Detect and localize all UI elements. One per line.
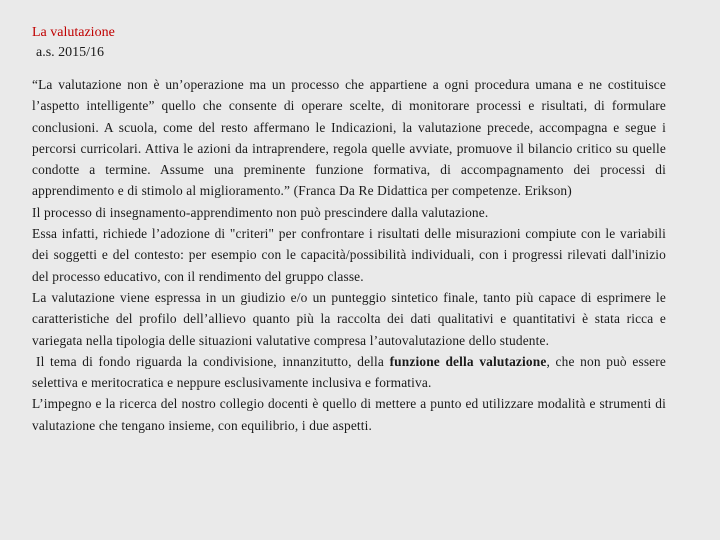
body-text: [32, 74, 666, 436]
paragraph-criteria: Essa infatti, richiede l’adozione di "criteri" per confrontare i risultati delle misurazioni compiute con le variabili dei soggetti e del contesto: per esempio con le capacità/possibilità individuali, con i progressi rilevati dall'inizio del processo educativo, con il rendimento del gruppo classe.: [32, 226, 666, 284]
paragraph-theme: [32, 351, 666, 394]
theme-text-after: , che non può essere selettiva e meritocratica e neppure esclusivamente inclusiva e formativa.: [32, 353, 666, 391]
paragraph-commitment: L’impegno e la ricerca del nostro collegio docenti è quello di mettere a punto ed utilizzare modalità e strumenti di valutazione che tengano insieme, con equilibrio, i due aspetti.: [32, 396, 666, 433]
quote-paragraph: “La valutazione non è un’operazione ma un processo che appartiene a ogni procedura umana e ne costituisce l’aspetto intelligente” quello che consente di operare scelte, di monitorare processi e risultati, di formulare conclusioni. A scuola, come del resto affermano le Indicazioni, la valutazione precede, accompagna e segue i percorsi curricolari. Attiva le azioni da intraprendere, regola quelle avviate, promuove il bilancio critico su quelle condotte a termine. Assume una preminente funzione formativa, di accompagnamento dei processi di apprendimento e di stimolo al miglioramento.” (Franca Da Re Didattica per competenze. Erikson): [32, 77, 666, 199]
paragraph-judgement: La valutazione viene espressa in un giudizio e/o un punteggio sintetico finale, tanto più capace di esprimere le caratteristiche del profilo dell’allievo quanto più la raccolta dei dati qualitativi e quantitativi è stata ricca e variegata nella tipologia delle situazioni valutative compresa l’autovalutazione dello studente.: [32, 289, 666, 348]
paragraph-process: Il processo di insegnamento-apprendimento non può prescindere dalla valutazione.: [32, 204, 489, 220]
theme-text-before: Il tema di fondo riguarda la condivisione, innanzitutto, della: [36, 353, 390, 369]
page-title: La valutazione: [32, 25, 115, 40]
school-year: a.s. 2015/16: [36, 45, 105, 60]
theme-bold-text: funzione della valutazione: [389, 353, 547, 369]
